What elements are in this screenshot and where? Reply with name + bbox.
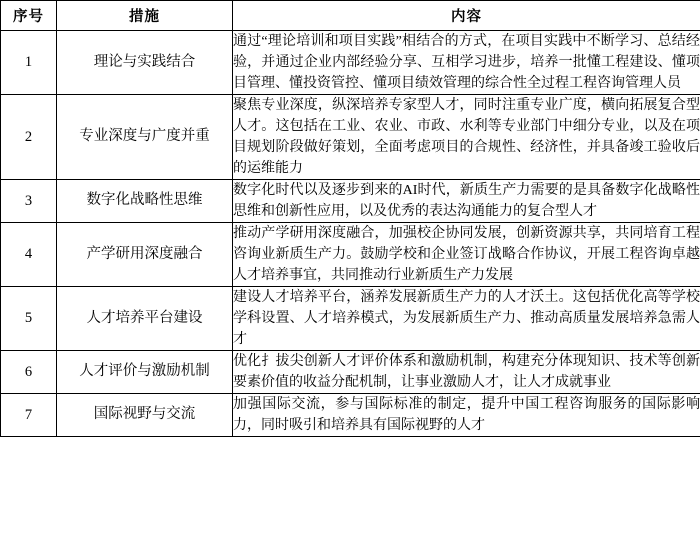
row-measure: 国际视野与交流 xyxy=(57,394,233,437)
column-header-content: 内容 xyxy=(233,1,700,31)
table-row xyxy=(1,287,700,351)
row-measure: 人才培养平台建设 xyxy=(57,287,233,351)
row-index: 7 xyxy=(1,394,57,437)
table-header xyxy=(1,1,700,31)
row-measure: 人才评价与激励机制 xyxy=(57,351,233,394)
column-header-index: 序号 xyxy=(1,1,57,31)
row-content: 聚焦专业深度，纵深培养专家型人才，同时注重专业广度，横向拓展复合型人才。这包括在工业、农业、市政、水利等专业部门中细分专业，以及在项目规划阶段做好策划，全面考虑项目的合规性、经济性，并具备竣工验收后的运维能力 xyxy=(233,95,700,180)
table-row xyxy=(1,223,700,287)
table-row xyxy=(1,351,700,394)
row-index: 4 xyxy=(1,223,57,287)
table-body xyxy=(1,31,700,437)
row-measure: 理论与实践结合 xyxy=(57,31,233,95)
row-measure: 数字化战略性思维 xyxy=(57,180,233,223)
row-content: 通过“理论培训和项目实践”相结合的方式，在项目实践中不断学习、总结经验，并通过企业内部经验分享、互相学习进步，培养一批懂工程建设、懂项目管理、懂投资管控、懂项目绩效管理的综合性全过程工程咨询管理人员 xyxy=(233,31,700,95)
row-content: 加强国际交流，参与国际标准的制定，提升中国工程咨询服务的国际影响力，同时吸引和培养具有国际视野的人才 xyxy=(233,394,700,437)
row-index: 1 xyxy=(1,31,57,95)
row-index: 3 xyxy=(1,180,57,223)
table-row xyxy=(1,394,700,437)
row-measure: 产学研用深度融合 xyxy=(57,223,233,287)
column-header-measure: 措施 xyxy=(57,1,233,31)
table-header-row xyxy=(1,1,700,31)
row-index: 5 xyxy=(1,287,57,351)
row-index: 2 xyxy=(1,95,57,180)
table-row xyxy=(1,31,700,95)
row-index: 6 xyxy=(1,351,57,394)
row-content: 建设人才培养平台，涵养发展新质生产力的人才沃土。这包括优化高等学校学科设置、人才培养模式，为发展新质生产力、推动高质量发展培养急需人才 xyxy=(233,287,700,351)
row-content: 优化扌拔尖创新人才评价体系和激励机制，构建充分体现知识、技术等创新要素价值的收益分配机制，让事业激励人才，让人才成就事业 xyxy=(233,351,700,394)
table-row xyxy=(1,95,700,180)
table-row xyxy=(1,180,700,223)
row-content: 推动产学研用深度融合，加强校企协同发展，创新资源共享，共同培育工程咨询业新质生产力。鼓励学校和企业签订战略合作协议，开展工程咨询卓越人才培养事宜，共同推动行业新质生产力发展 xyxy=(233,223,700,287)
row-measure: 专业深度与广度并重 xyxy=(57,95,233,180)
row-content: 数字化时代以及逐步到来的AI时代，新质生产力需要的是具备数字化战略性思维和创新性应用，以及优秀的表达沟通能力的复合型人才 xyxy=(233,180,700,223)
